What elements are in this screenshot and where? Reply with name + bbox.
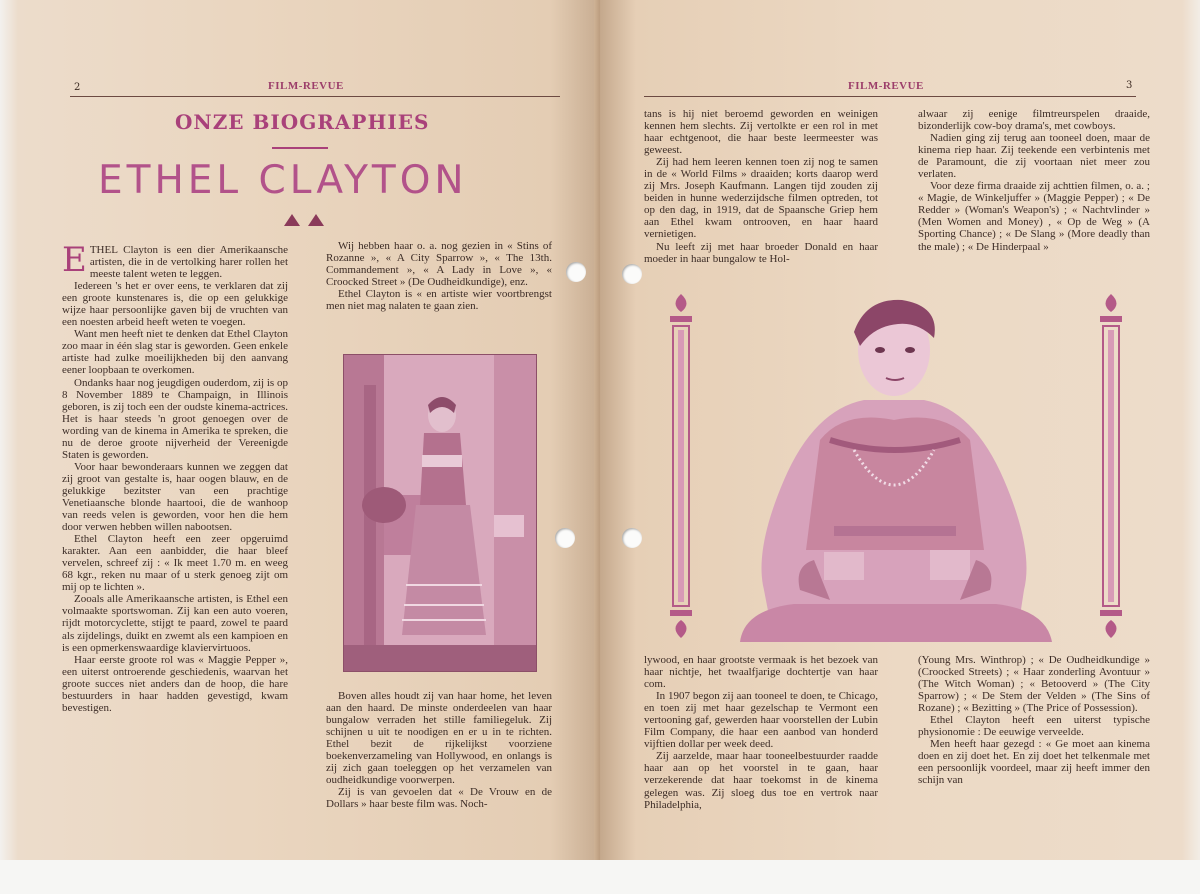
- paragraph-husband: tans is hij niet beroemd geworden en weinigen kennen hem slechts. Zij vertolkte er een rol in met haar echtgenoot, die haar beste leermeester was geweest.: [644, 108, 878, 157]
- paragraph-kinema: Men heeft haar gezegd : « Ge moet aan kinema doen en zij doet het. En zij doet het telkenmale met een persoonlijk voordeel, maar zij heeft immer den schijn van: [918, 738, 1150, 787]
- right-column-2-bottom: [918, 654, 1150, 787]
- scan-bottom-margin: [0, 860, 1200, 894]
- ornament-icon: [282, 212, 326, 228]
- left-column-2-bottom: [326, 690, 552, 810]
- paragraph-4: Ondanks haar nog jeugdigen ouderdom, zij is op 8 November 1889 te Champaign, in Illinois geboren, is zij toch een der oudste kinema-actrices. Het is haar steeds 'n groot genoegen over de wording van de kinema in Amerika te spreken, die nu de deroe groote nijverheid der Vereenigde Staten is geworden.: [62, 376, 288, 461]
- paragraph-recommend: Ethel Clayton is « en artiste wier voortbrengst men niet mag nalaten te gaan zien.: [326, 288, 552, 313]
- right-column-2-top: [918, 108, 1150, 253]
- right-page: [600, 0, 1200, 894]
- title-ornament: [282, 212, 326, 232]
- paragraph-1: ETHEL Clayton is een dier Amerikaansche artisten, die in de vertolking harer rollen het meeste talent weten te leggen.: [62, 240, 288, 281]
- paragraph-7: Zooals alle Amerikaansche artisten, is Ethel een volmaakte sportswoman. Zij kan een auto voeren, rijdt motorcyclette, stijgt te paard, zowel te paard als zijdelings, duikt en zwemt als een kampioen en is een opmerkenswaardige klaviervirtuoos.: [62, 593, 288, 654]
- paragraph-2: Iedereen 's het er over eens, te verklaren dat zij een groote kunstenares is, die op een gelukkige wijze haar persoonlijke gaven bij de vruchten van een noesten arbeid heeft weten te voegen.: [62, 280, 288, 329]
- decorative-pillar-left: [666, 292, 696, 640]
- running-head-right: FILM-REVUE: [848, 80, 924, 92]
- paragraph-5: Voor haar bewonderaars kunnen we zeggen dat zij groot van gestalte is, haar oogen blauw, en de gelukkige bezitster van een prachtige Venetiaansche blonde haartooi, die de wanhoop van reeds velen is geworden, voor hen die hem door verwen hebben willen nabootsen.: [62, 460, 288, 534]
- paragraph-titles: (Young Mrs. Winthrop) ; « De Oudheidkundige » (Croocked Streets) ; « Haar zonderling Avontuur » (The Witch Woman) ; « Betooverd » (The City Sparrow) ; « De Stem der Velden » (The Sins of Rozane) ; « Bezitting » (The Price of Possession).: [918, 654, 1150, 715]
- page-number-left: 2: [74, 82, 81, 93]
- punch-hole: [622, 528, 642, 548]
- header-rule-right: [644, 96, 1136, 97]
- left-page: [0, 0, 598, 894]
- title-divider: [272, 147, 328, 149]
- paragraph-philadelphia: Zij aarzelde, maar haar tooneelbestuurder raadde haar aan op het voorstel in te gaan, haar verzekerende dat haar toekomst in de kinema gelegen was. Zij sloeg dus toe en vertrok naar Philadelphia,: [644, 750, 878, 811]
- punch-hole: [622, 264, 642, 284]
- paragraph-hollywood: lywood, en haar grootste vermaak is het bezoek van haar nichtje, het twaalfjarige dochtertje van haar com.: [644, 654, 878, 691]
- article-title: ETHEL CLAYTON: [98, 158, 468, 203]
- right-column-1-top: [644, 108, 878, 265]
- drop-cap: E: [62, 240, 87, 280]
- paragraph-world-films: Zij had hem leeren kennen toen zij nog te samen in de « World Films » draaiden; korts daarop werd zij Mrs. Joseph Kaufmann. Langen tijd zouden zij beiden in hunne wederzijdsche filmen optreden, tot op den dag, in 1919, dat de Spaansche Griep hem aan Ethel kwam ontrooven, en haar haard vernietigen.: [644, 156, 878, 241]
- paragraph-6: Ethel Clayton heeft een zeer opgeruimd karakter. Aan een aanbidder, die haar bleef vervelen, schreef zij : « Ik meet 1.70 m. en weeg 68 kgr., reken nu maar of u sterk genoeg zijt om mij op te lichten ».: [62, 533, 288, 594]
- punch-hole: [555, 528, 575, 548]
- paragraph-films: Wij hebben haar o. a. nog gezien in « Stins of Rozanne », « A City Sparrow », « The 13th. Commandement », « A Lady in Love », « Croocked Street » (De Oudheidkundige), enz.: [326, 240, 552, 289]
- left-column-1: [62, 240, 288, 714]
- paragraph-chicago: In 1907 begon zij aan tooneel te doen, te Chicago, en toen zij met haar gezelschap te Vermont een vertooning gaf, gewerden haar voorstellen der Lubin Film Company, die haar een aanbod van honderd vijftien dollar per week deed.: [644, 690, 878, 751]
- running-head-left: FILM-REVUE: [268, 80, 344, 92]
- section-kicker: ONZE BIOGRAPHIES: [175, 110, 430, 134]
- right-column-1-bottom: [644, 654, 878, 811]
- actress-portrait-vignette: [734, 290, 1056, 642]
- left-column-2-top: [326, 240, 552, 312]
- paragraph-dollars: Zij is van gevoelen dat « De Vrouw en de Dollars » haar beste film was. Noch-: [326, 786, 552, 811]
- paragraph-8: Haar eerste groote rol was « Maggie Pepper », een uiterst ontroerende geschiedenis, waarvan het groote succes niet anders dan de hoop, die hare bestuurders in haar hadden gevestigd, kwam bevestigen.: [62, 653, 288, 714]
- actress-photo-standing: [343, 354, 537, 672]
- decorative-pillar-right: [1096, 292, 1126, 640]
- punch-hole: [566, 262, 586, 282]
- paragraph-filmography: Voor deze firma draaide zij achttien filmen, o. a. ; « Magie, de Winkeljuffer » (Maggie Pepper) ; « De Redder » (Woman's Weapon's) ; « Nachtvlinder » (Men Women and Money) , « Op de Weg » (A Sporting Chance) ; « De Slang » (More deadly than the male) ; « De Hinderpaal »: [918, 180, 1150, 253]
- paragraph-3: Want men heeft niet te denken dat Ethel Clayton zoo maar in één slag star is geworden. Geen enkele artiste had zulke moeilijkheden bij den aanvang eener loopbaan te overkomen.: [62, 328, 288, 377]
- paragraph-donald: Nu leeft zij met haar broeder Donald en haar moeder in haar bungalow te Hol-: [644, 240, 878, 265]
- paragraph-physionomie: Ethel Clayton heeft een uiterst typische physionomie : De eeuwige verveelde.: [918, 714, 1150, 739]
- paragraph-home: Boven alles houdt zij van haar home, het leven aan den haard. De minste onderdeelen van haar bungalow verraden het stille familiegeluk. Zij schijnen u uit te noodigen en er u in te richten. Ethel bezit de rijkelijkst voorziene boekenverzameling van Hollywood, en onlangs is zij zich gaan toeleggen op het verzamelen van oudheidkundige voorwerpen.: [326, 690, 552, 787]
- header-rule-left: [70, 96, 560, 97]
- page-number-right: 3: [1126, 80, 1133, 91]
- paragraph-cowboy: alwaar zij eenige filmtreurspelen draaide, bizonderlijk cow-boy drama's, met cowboys.: [918, 108, 1150, 133]
- paragraph-paramount: Nadien ging zij terug aan tooneel doen, maar de kinema riep haar. Zij teekende een verbintenis met de Paramount, die zij voortaan niet meer zou verlaten.: [918, 132, 1150, 181]
